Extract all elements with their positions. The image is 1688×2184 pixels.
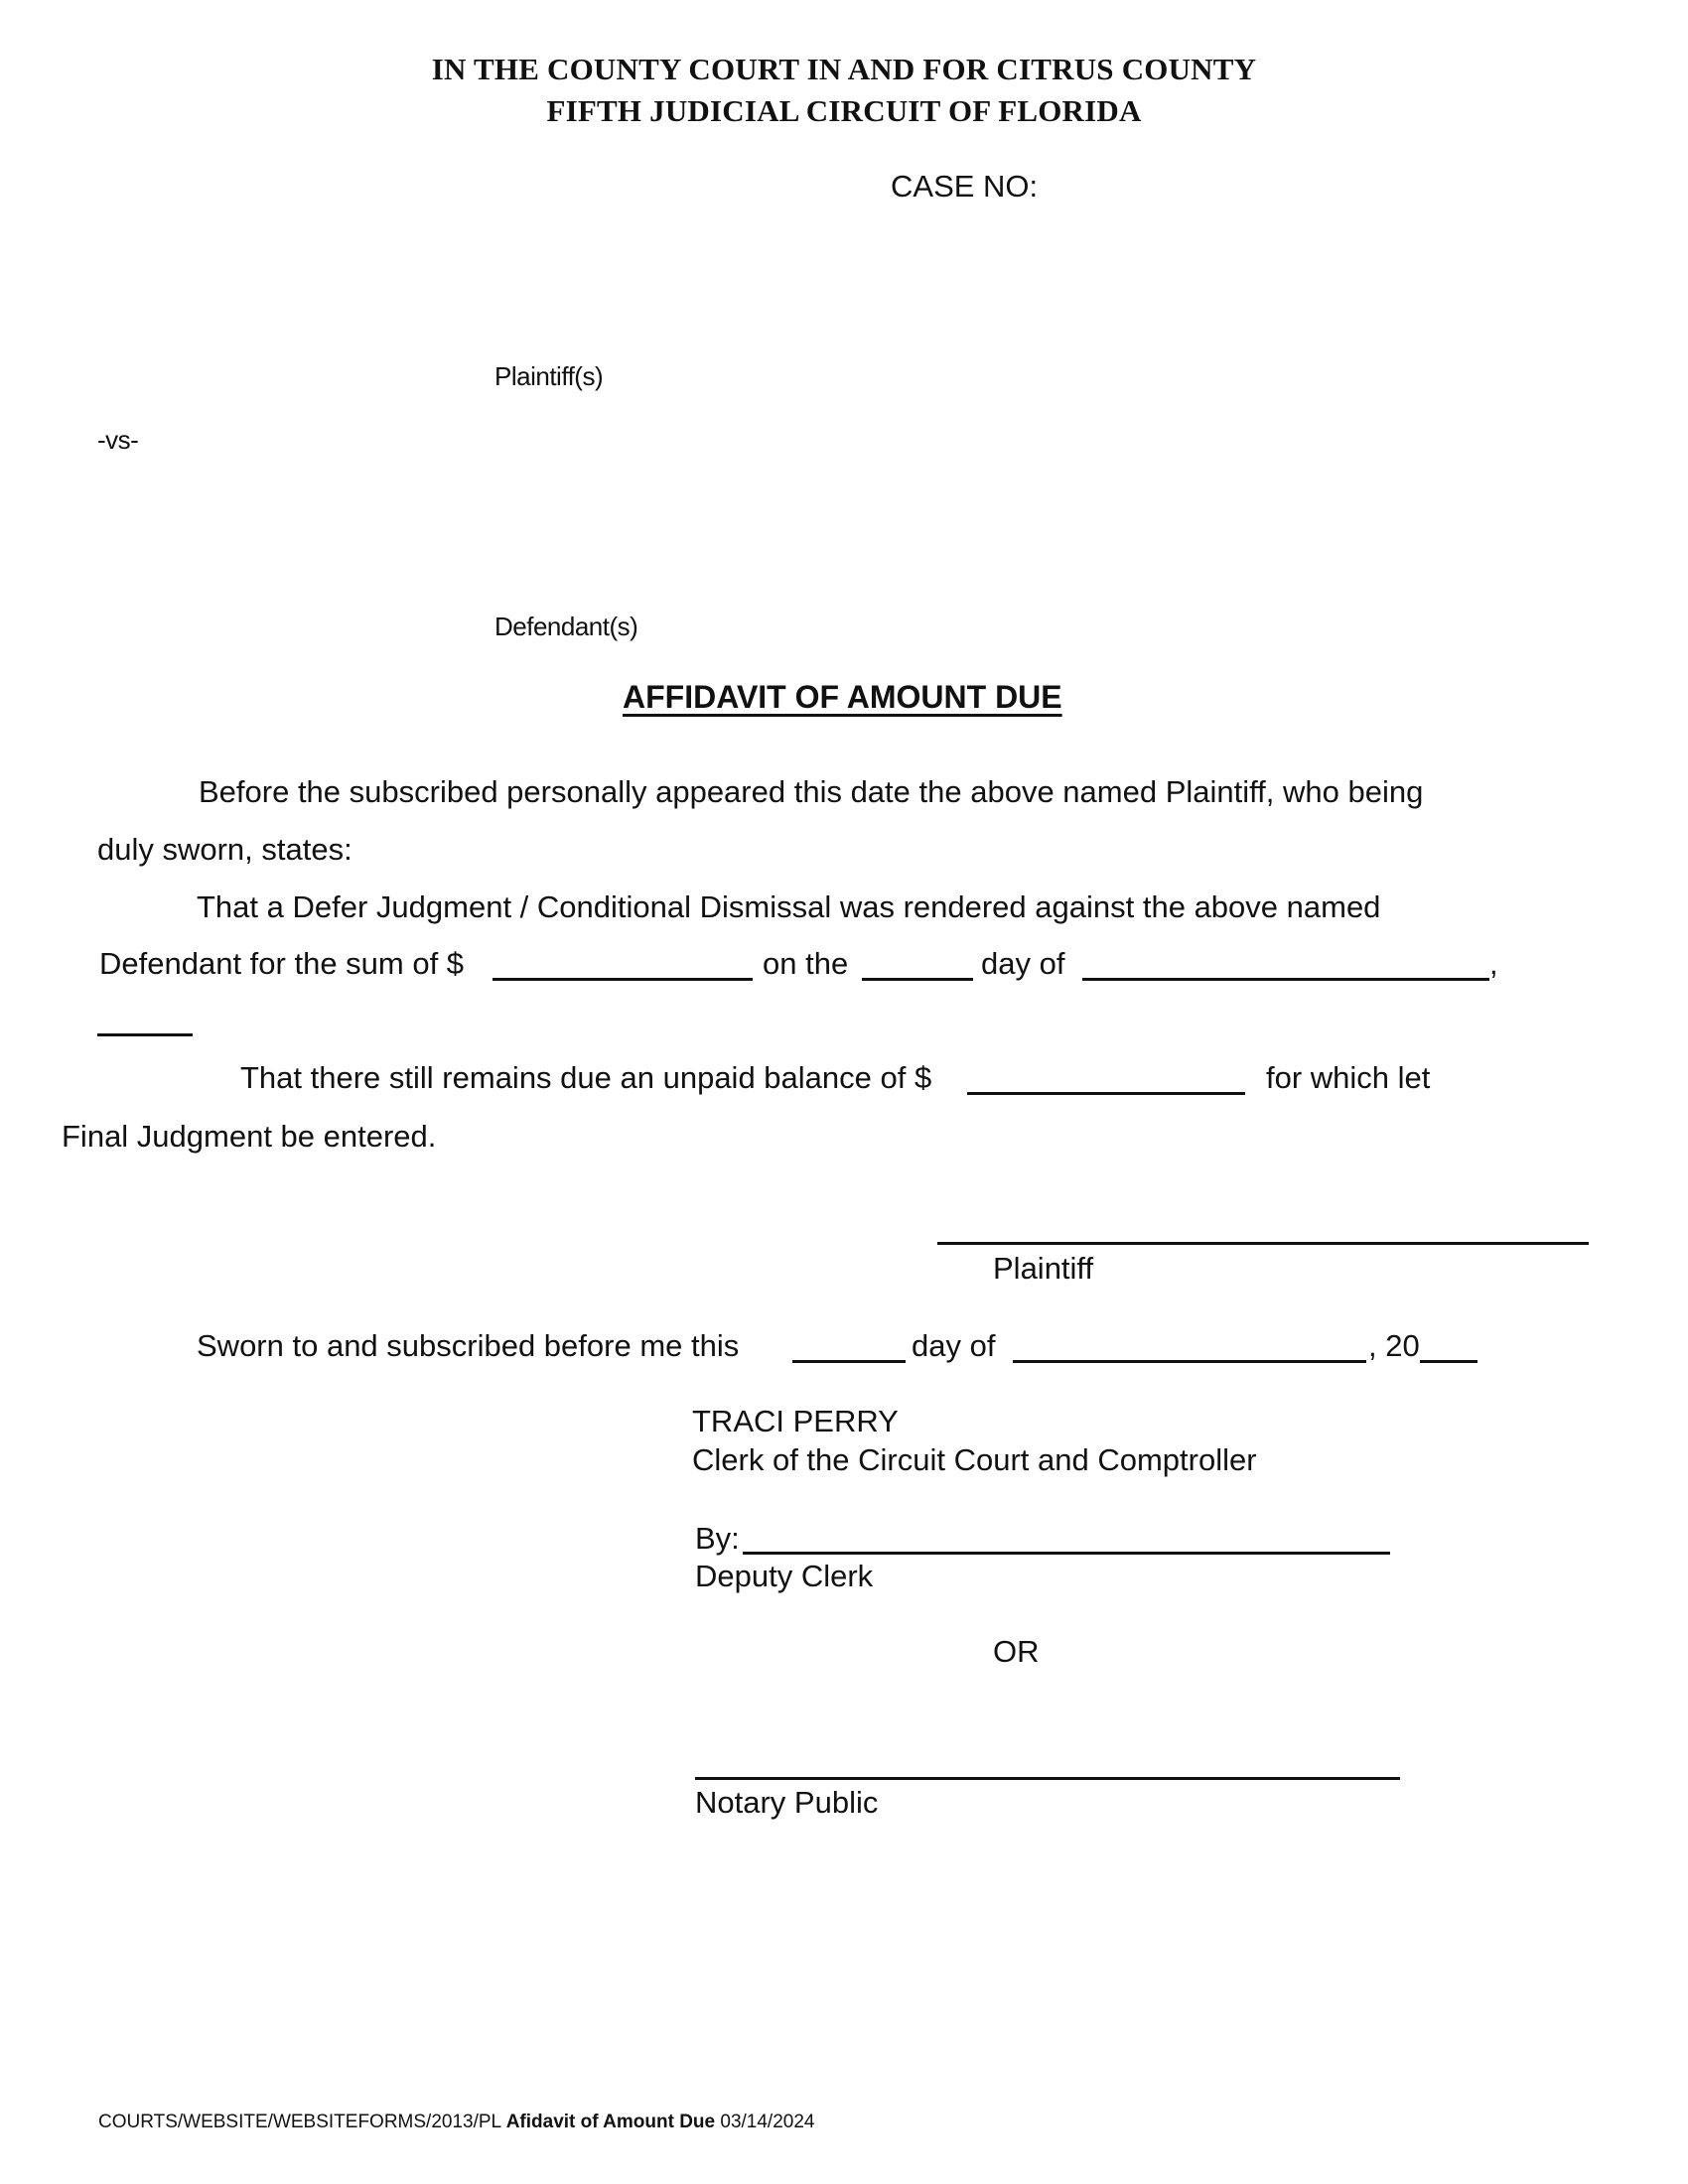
sum-amount-blank[interactable] bbox=[492, 978, 753, 981]
clerk-name: TRACI PERRY bbox=[692, 1404, 899, 1438]
footer-date: 03/14/2024 bbox=[720, 2112, 815, 2132]
footer-path: COURTS/WEBSITE/WEBSITEFORMS/2013/PL bbox=[98, 2112, 501, 2132]
paragraph3-line2: Final Judgment be entered. bbox=[62, 1119, 437, 1154]
sum-prefix: Defendant for the sum of $ bbox=[99, 946, 465, 981]
day-of-label: day of bbox=[981, 946, 1065, 981]
by-label: By: bbox=[695, 1521, 740, 1556]
sworn-prefix: Sworn to and subscribed before me this bbox=[197, 1328, 740, 1363]
plaintiff-signature-label: Plaintiff bbox=[993, 1251, 1094, 1286]
sworn-day-of-label: day of bbox=[912, 1328, 996, 1363]
on-the-label: on the bbox=[763, 946, 849, 981]
sworn-day-blank[interactable] bbox=[792, 1360, 906, 1363]
sworn-year-blank[interactable] bbox=[1420, 1360, 1477, 1363]
circuit-heading: FIFTH JUDICIAL CIRCUIT OF FLORIDA bbox=[546, 93, 1142, 128]
footer bbox=[98, 2112, 814, 2133]
versus-label: -vs- bbox=[97, 425, 139, 455]
court-heading: IN THE COUNTY COURT IN AND FOR CITRUS COUNTY bbox=[431, 52, 1257, 86]
paragraph1-line2: duly sworn, states: bbox=[97, 832, 352, 867]
deputy-signature-line[interactable] bbox=[743, 1552, 1390, 1555]
notary-signature-line[interactable] bbox=[695, 1777, 1400, 1780]
sworn-month-blank[interactable] bbox=[1013, 1360, 1366, 1363]
sworn-year-prefix: , 20 bbox=[1368, 1328, 1420, 1363]
deputy-clerk-label: Deputy Clerk bbox=[695, 1559, 874, 1593]
plaintiff-signature-line[interactable] bbox=[937, 1242, 1589, 1245]
footer-doc-name: Afidavit of Amount Due bbox=[505, 2112, 716, 2132]
notary-public-label: Notary Public bbox=[695, 1785, 879, 1820]
paragraph1-line1: Before the subscribed personally appeared this date the above named Plaintiff, who being bbox=[199, 774, 1424, 809]
paragraph2-line1: That a Defer Judgment / Conditional Dismissal was rendered against the above named bbox=[197, 889, 1381, 924]
plaintiffs-label: Plaintiff(s) bbox=[494, 361, 604, 391]
judgment-year-blank[interactable] bbox=[97, 1033, 193, 1036]
document-title: AFFIDAVIT OF AMOUNT DUE bbox=[623, 679, 1062, 715]
or-label: OR bbox=[993, 1634, 1040, 1669]
judgment-day-blank[interactable] bbox=[862, 978, 973, 981]
judgment-month-blank[interactable] bbox=[1082, 978, 1489, 981]
defendants-label: Defendant(s) bbox=[494, 612, 638, 641]
balance-suffix: for which let bbox=[1266, 1060, 1431, 1095]
balance-amount-blank[interactable] bbox=[967, 1092, 1245, 1095]
balance-prefix: That there still remains due an unpaid balance of $ bbox=[240, 1060, 932, 1095]
clerk-title: Clerk of the Circuit Court and Comptroller bbox=[692, 1442, 1257, 1477]
comma-mark: , bbox=[1489, 946, 1498, 981]
case-no-label: CASE NO: bbox=[891, 169, 1039, 204]
